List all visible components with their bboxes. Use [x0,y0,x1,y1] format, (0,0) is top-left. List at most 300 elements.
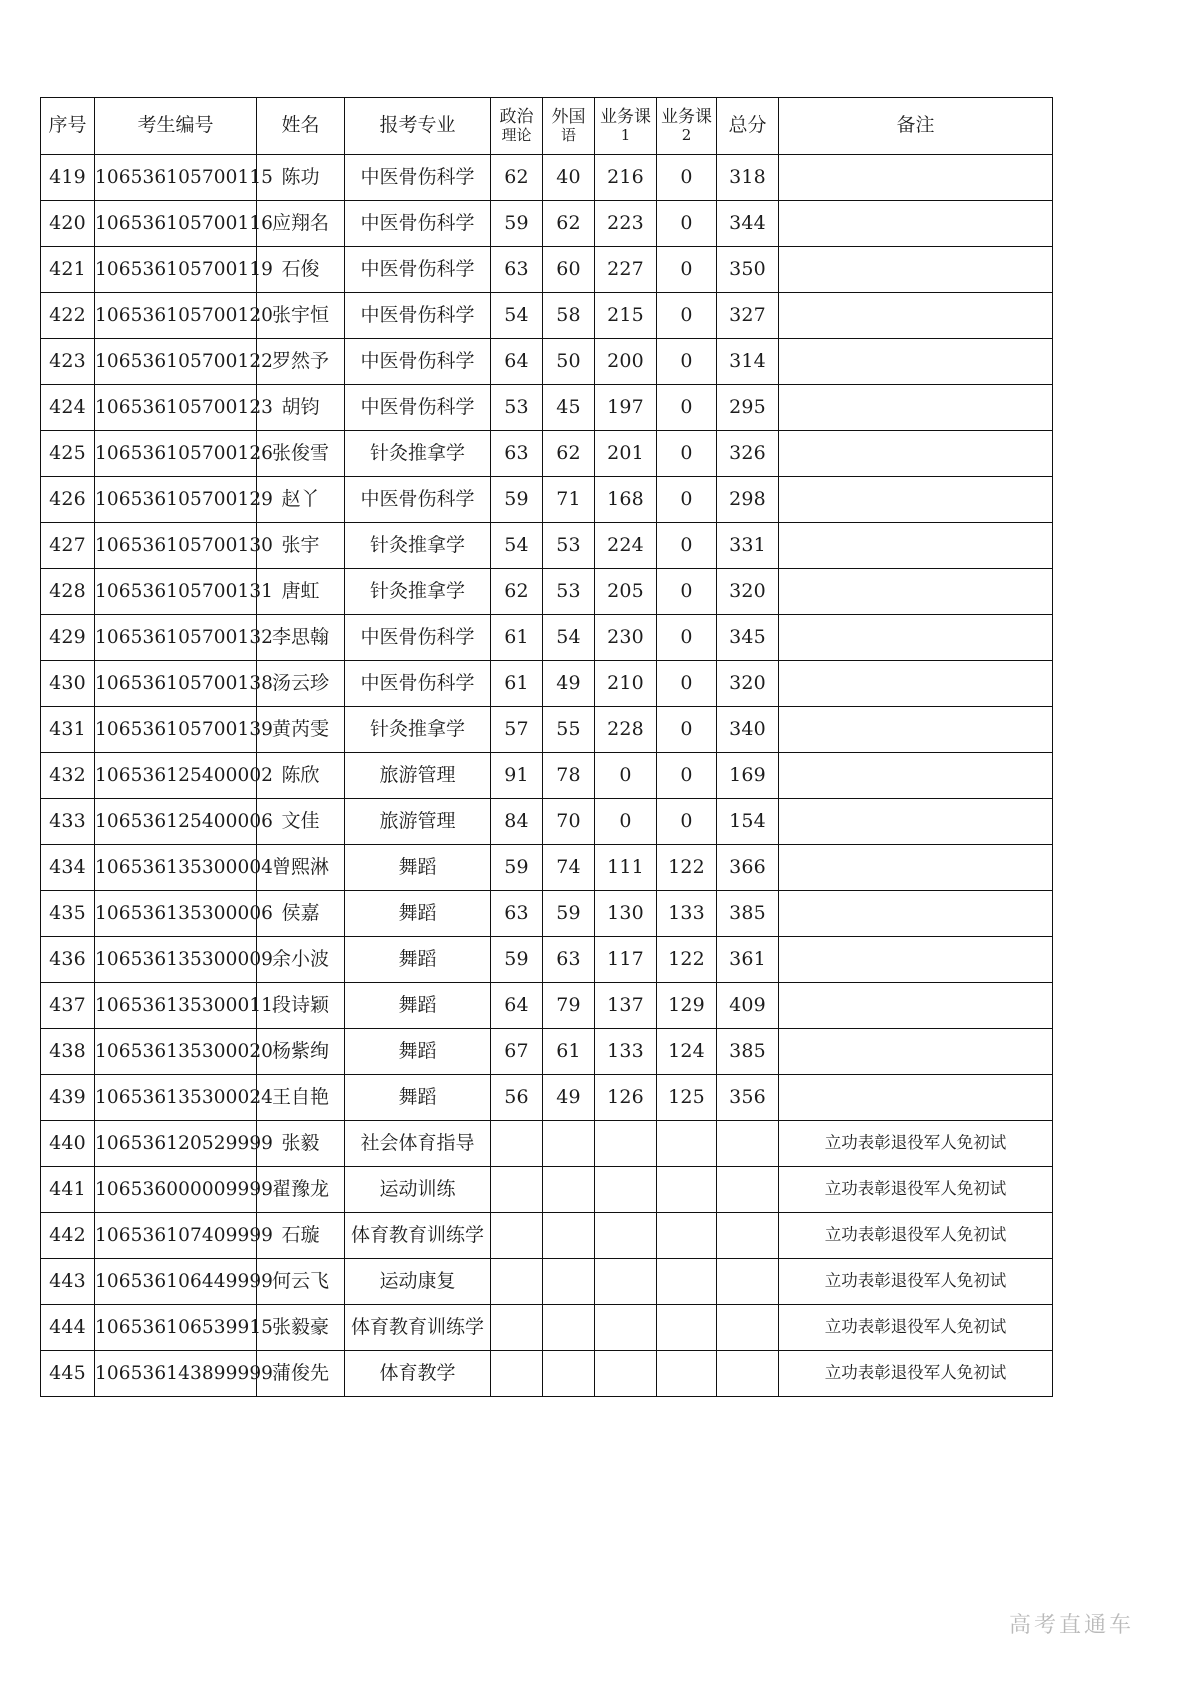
cell-remark [779,385,1053,431]
cell-major: 旅游管理 [345,753,491,799]
cell-foreign-language-score: 53 [543,523,595,569]
cell-seq: 444 [41,1305,95,1351]
cell-major: 体育教育训练学 [345,1213,491,1259]
cell-name: 王自艳 [257,1075,345,1121]
cell-name: 张俊雪 [257,431,345,477]
cell-foreign-language-score: 62 [543,431,595,477]
cell-exam-number: 106536106539915 [95,1305,257,1351]
cell-remark [779,477,1053,523]
cell-total-score: 169 [717,753,779,799]
table-header [41,98,1053,155]
cell-foreign-language-score [543,1121,595,1167]
table-row [41,891,1053,937]
cell-subject-2-score: 0 [657,569,717,615]
cell-name: 曾熙淋 [257,845,345,891]
cell-total-score: 385 [717,1029,779,1075]
cell-subject-2-score: 122 [657,937,717,983]
cell-foreign-language-score: 50 [543,339,595,385]
table-header-row [41,98,1053,155]
cell-major: 中医骨伤科学 [345,385,491,431]
cell-name: 陈功 [257,155,345,201]
cell-foreign-language-score [543,1351,595,1397]
cell-seq: 422 [41,293,95,339]
cell-politics-score: 62 [491,569,543,615]
cell-subject-1-score [595,1259,657,1305]
cell-remark: 立功表彰退役军人免初试 [779,1167,1053,1213]
cell-remark [779,523,1053,569]
cell-remark: 立功表彰退役军人免初试 [779,1351,1053,1397]
cell-foreign-language-score: 74 [543,845,595,891]
cell-name: 余小波 [257,937,345,983]
cell-seq: 437 [41,983,95,1029]
cell-foreign-language-score: 63 [543,937,595,983]
cell-name: 张宇恒 [257,293,345,339]
cell-remark: 立功表彰退役军人免初试 [779,1213,1053,1259]
cell-subject-1-score: 227 [595,247,657,293]
cell-remark [779,615,1053,661]
cell-seq: 435 [41,891,95,937]
cell-subject-1-score: 224 [595,523,657,569]
cell-foreign-language-score [543,1305,595,1351]
column-header-subject-1-line1: 业务课 [600,107,651,128]
cell-exam-number: 106536135300020 [95,1029,257,1075]
cell-major: 舞蹈 [345,891,491,937]
cell-exam-number: 106536105700115 [95,155,257,201]
cell-seq: 432 [41,753,95,799]
cell-remark [779,707,1053,753]
cell-subject-1-score: 215 [595,293,657,339]
cell-total-score [717,1121,779,1167]
cell-subject-1-score: 0 [595,753,657,799]
cell-name: 张毅 [257,1121,345,1167]
table-row [41,983,1053,1029]
cell-subject-2-score: 0 [657,385,717,431]
cell-subject-2-score [657,1167,717,1213]
cell-exam-number: 106536000009999 [95,1167,257,1213]
cell-exam-number: 106536105700139 [95,707,257,753]
cell-remark [779,937,1053,983]
cell-major: 旅游管理 [345,799,491,845]
cell-remark: 立功表彰退役军人免初试 [779,1259,1053,1305]
cell-seq: 433 [41,799,95,845]
cell-name: 石俊 [257,247,345,293]
cell-exam-number: 106536125400002 [95,753,257,799]
column-header-foreign-language [543,98,595,155]
cell-subject-1-score: 223 [595,201,657,247]
table-row [41,1351,1053,1397]
cell-total-score: 326 [717,431,779,477]
cell-name: 何云飞 [257,1259,345,1305]
cell-major: 针灸推拿学 [345,431,491,477]
cell-major: 中医骨伤科学 [345,661,491,707]
cell-subject-1-score: 137 [595,983,657,1029]
cell-total-score: 298 [717,477,779,523]
cell-subject-2-score: 0 [657,707,717,753]
cell-major: 舞蹈 [345,1029,491,1075]
cell-subject-1-score [595,1167,657,1213]
cell-seq: 428 [41,569,95,615]
table-row [41,477,1053,523]
cell-politics-score: 91 [491,753,543,799]
cell-foreign-language-score: 70 [543,799,595,845]
cell-subject-2-score [657,1351,717,1397]
cell-exam-number: 106536135300009 [95,937,257,983]
cell-seq: 436 [41,937,95,983]
cell-exam-number: 106536135300011 [95,983,257,1029]
cell-subject-1-score: 130 [595,891,657,937]
cell-total-score: 350 [717,247,779,293]
admission-score-table-container [40,97,1052,1397]
cell-foreign-language-score: 49 [543,1075,595,1121]
cell-name: 李思翰 [257,615,345,661]
cell-total-score: 356 [717,1075,779,1121]
cell-subject-1-score: 197 [595,385,657,431]
column-header-politics-line2: 理论 [501,126,532,145]
cell-seq: 429 [41,615,95,661]
cell-name: 文佳 [257,799,345,845]
cell-subject-2-score: 0 [657,293,717,339]
cell-name: 杨紫绚 [257,1029,345,1075]
cell-exam-number: 106536105700130 [95,523,257,569]
cell-major: 中医骨伤科学 [345,477,491,523]
cell-name: 陈欣 [257,753,345,799]
cell-major: 针灸推拿学 [345,707,491,753]
cell-total-score: 154 [717,799,779,845]
cell-foreign-language-score: 54 [543,615,595,661]
column-header-subject-2 [657,98,717,155]
cell-exam-number: 106536105700126 [95,431,257,477]
cell-seq: 423 [41,339,95,385]
cell-name: 石璇 [257,1213,345,1259]
column-header-subject-2-line2: 2 [681,126,692,145]
column-header-politics-line1: 政治 [499,107,534,128]
cell-subject-1-score: 200 [595,339,657,385]
cell-remark [779,431,1053,477]
table-row [41,1259,1053,1305]
cell-seq: 430 [41,661,95,707]
cell-seq: 431 [41,707,95,753]
cell-subject-2-score: 0 [657,155,717,201]
cell-politics-score: 64 [491,339,543,385]
cell-seq: 442 [41,1213,95,1259]
table-row [41,615,1053,661]
cell-exam-number: 106536105700120 [95,293,257,339]
cell-total-score: 344 [717,201,779,247]
cell-major: 舞蹈 [345,845,491,891]
cell-exam-number: 106536105700138 [95,661,257,707]
cell-major: 舞蹈 [345,1075,491,1121]
cell-foreign-language-score: 78 [543,753,595,799]
cell-seq: 424 [41,385,95,431]
table-body [41,155,1053,1397]
cell-subject-2-score: 122 [657,845,717,891]
cell-total-score: 345 [717,615,779,661]
cell-politics-score: 63 [491,247,543,293]
cell-remark [779,891,1053,937]
cell-subject-2-score: 0 [657,339,717,385]
column-header-foreign-language-line1: 外国 [551,107,586,128]
table-row [41,201,1053,247]
cell-politics-score: 59 [491,201,543,247]
cell-politics-score: 62 [491,155,543,201]
column-header-subject-1 [595,98,657,155]
cell-politics-score: 64 [491,983,543,1029]
column-header-major: 报考专业 [345,98,491,155]
cell-major: 中医骨伤科学 [345,339,491,385]
table-row [41,247,1053,293]
cell-seq: 420 [41,201,95,247]
cell-remark: 立功表彰退役军人免初试 [779,1305,1053,1351]
cell-name: 胡钧 [257,385,345,431]
cell-major: 体育教育训练学 [345,1305,491,1351]
cell-name: 唐虹 [257,569,345,615]
cell-remark [779,201,1053,247]
cell-remark [779,661,1053,707]
cell-politics-score [491,1351,543,1397]
cell-subject-2-score [657,1305,717,1351]
cell-total-score: 320 [717,569,779,615]
cell-exam-number: 106536135300006 [95,891,257,937]
cell-subject-2-score: 0 [657,523,717,569]
cell-total-score: 361 [717,937,779,983]
cell-total-score [717,1351,779,1397]
cell-name: 罗然予 [257,339,345,385]
cell-politics-score: 54 [491,523,543,569]
cell-politics-score: 63 [491,891,543,937]
cell-subject-1-score: 168 [595,477,657,523]
cell-politics-score: 61 [491,661,543,707]
cell-subject-2-score: 0 [657,661,717,707]
cell-total-score: 295 [717,385,779,431]
cell-total-score: 318 [717,155,779,201]
cell-seq: 441 [41,1167,95,1213]
cell-total-score: 314 [717,339,779,385]
cell-foreign-language-score [543,1167,595,1213]
cell-seq: 439 [41,1075,95,1121]
column-header-exam-number: 考生编号 [95,98,257,155]
cell-remark [779,339,1053,385]
cell-subject-2-score: 0 [657,201,717,247]
cell-subject-1-score: 126 [595,1075,657,1121]
cell-name: 应翔名 [257,201,345,247]
cell-exam-number: 106536135300004 [95,845,257,891]
table-row [41,293,1053,339]
cell-name: 侯嘉 [257,891,345,937]
table-row [41,1213,1053,1259]
cell-exam-number: 106536143899999 [95,1351,257,1397]
cell-subject-2-score: 0 [657,799,717,845]
cell-politics-score: 59 [491,477,543,523]
column-header-foreign-language-line2: 语 [560,126,576,145]
column-header-politics [491,98,543,155]
cell-remark [779,1075,1053,1121]
cell-politics-score: 61 [491,615,543,661]
watermark: 高考直通车 [1008,1613,1134,1638]
column-header-name: 姓名 [257,98,345,155]
cell-name: 张毅豪 [257,1305,345,1351]
cell-seq: 426 [41,477,95,523]
cell-subject-1-score [595,1305,657,1351]
cell-major: 中医骨伤科学 [345,615,491,661]
cell-exam-number: 106536120529999 [95,1121,257,1167]
cell-remark [779,983,1053,1029]
cell-seq: 419 [41,155,95,201]
cell-major: 中医骨伤科学 [345,201,491,247]
cell-name: 翟豫龙 [257,1167,345,1213]
cell-total-score [717,1259,779,1305]
cell-politics-score: 63 [491,431,543,477]
cell-politics-score: 56 [491,1075,543,1121]
cell-name: 段诗颖 [257,983,345,1029]
table-row [41,1121,1053,1167]
cell-total-score: 340 [717,707,779,753]
cell-subject-1-score: 210 [595,661,657,707]
cell-major: 舞蹈 [345,983,491,1029]
cell-major: 运动训练 [345,1167,491,1213]
cell-foreign-language-score: 62 [543,201,595,247]
cell-politics-score: 59 [491,937,543,983]
cell-seq: 421 [41,247,95,293]
admission-score-table [40,97,1053,1397]
table-row [41,1075,1053,1121]
table-row [41,1167,1053,1213]
cell-politics-score [491,1259,543,1305]
cell-subject-2-score: 0 [657,477,717,523]
cell-seq: 445 [41,1351,95,1397]
cell-politics-score: 53 [491,385,543,431]
cell-remark [779,845,1053,891]
cell-foreign-language-score [543,1213,595,1259]
cell-major: 社会体育指导 [345,1121,491,1167]
cell-subject-1-score: 201 [595,431,657,477]
table-row [41,661,1053,707]
cell-politics-score: 57 [491,707,543,753]
column-header-seq: 序号 [41,98,95,155]
cell-name: 蒲俊先 [257,1351,345,1397]
cell-major: 中医骨伤科学 [345,155,491,201]
cell-name: 汤云珍 [257,661,345,707]
table-row [41,523,1053,569]
table-row [41,155,1053,201]
cell-seq: 440 [41,1121,95,1167]
column-header-remark: 备注 [779,98,1053,155]
cell-name: 张宇 [257,523,345,569]
cell-total-score: 385 [717,891,779,937]
cell-exam-number: 106536105700131 [95,569,257,615]
cell-subject-2-score: 0 [657,431,717,477]
cell-major: 针灸推拿学 [345,523,491,569]
cell-subject-1-score: 230 [595,615,657,661]
cell-exam-number: 106536106449999 [95,1259,257,1305]
cell-major: 中医骨伤科学 [345,247,491,293]
cell-remark [779,753,1053,799]
cell-subject-1-score [595,1121,657,1167]
cell-politics-score: 59 [491,845,543,891]
table-row [41,753,1053,799]
table-row [41,707,1053,753]
cell-exam-number: 106536105700132 [95,615,257,661]
cell-subject-2-score [657,1121,717,1167]
cell-subject-1-score: 205 [595,569,657,615]
cell-exam-number: 106536105700122 [95,339,257,385]
table-row [41,431,1053,477]
cell-foreign-language-score: 40 [543,155,595,201]
cell-subject-2-score: 125 [657,1075,717,1121]
cell-subject-1-score [595,1351,657,1397]
cell-total-score [717,1213,779,1259]
table-row [41,339,1053,385]
cell-remark [779,247,1053,293]
cell-politics-score: 54 [491,293,543,339]
cell-subject-2-score: 124 [657,1029,717,1075]
cell-name: 赵丫 [257,477,345,523]
cell-total-score: 366 [717,845,779,891]
cell-subject-2-score: 0 [657,615,717,661]
table-row [41,845,1053,891]
cell-major: 运动康复 [345,1259,491,1305]
cell-exam-number: 106536125400006 [95,799,257,845]
cell-politics-score: 84 [491,799,543,845]
cell-seq: 443 [41,1259,95,1305]
cell-remark [779,569,1053,615]
cell-foreign-language-score: 55 [543,707,595,753]
cell-subject-2-score [657,1213,717,1259]
cell-subject-1-score: 111 [595,845,657,891]
cell-seq: 425 [41,431,95,477]
cell-seq: 434 [41,845,95,891]
cell-foreign-language-score: 49 [543,661,595,707]
cell-foreign-language-score: 60 [543,247,595,293]
cell-seq: 438 [41,1029,95,1075]
cell-exam-number: 106536105700123 [95,385,257,431]
cell-politics-score [491,1213,543,1259]
cell-exam-number: 106536135300024 [95,1075,257,1121]
cell-name: 黄芮雯 [257,707,345,753]
cell-subject-1-score [595,1213,657,1259]
cell-foreign-language-score: 79 [543,983,595,1029]
table-row [41,937,1053,983]
cell-remark: 立功表彰退役军人免初试 [779,1121,1053,1167]
cell-foreign-language-score: 71 [543,477,595,523]
cell-foreign-language-score [543,1259,595,1305]
cell-politics-score: 67 [491,1029,543,1075]
cell-subject-1-score: 117 [595,937,657,983]
cell-politics-score [491,1305,543,1351]
cell-remark [779,1029,1053,1075]
cell-foreign-language-score: 59 [543,891,595,937]
cell-total-score [717,1167,779,1213]
cell-subject-2-score: 0 [657,247,717,293]
cell-major: 体育教学 [345,1351,491,1397]
cell-major: 舞蹈 [345,937,491,983]
cell-subject-2-score: 129 [657,983,717,1029]
cell-politics-score [491,1121,543,1167]
cell-exam-number: 106536107409999 [95,1213,257,1259]
column-header-subject-2-line1: 业务课 [661,107,712,128]
table-row [41,1029,1053,1075]
cell-exam-number: 106536105700116 [95,201,257,247]
cell-total-score: 331 [717,523,779,569]
table-row [41,385,1053,431]
cell-total-score: 327 [717,293,779,339]
cell-subject-2-score [657,1259,717,1305]
cell-major: 针灸推拿学 [345,569,491,615]
cell-remark [779,799,1053,845]
cell-seq: 427 [41,523,95,569]
column-header-total-score: 总分 [717,98,779,155]
cell-subject-1-score: 0 [595,799,657,845]
column-header-subject-1-line2: 1 [620,126,631,145]
